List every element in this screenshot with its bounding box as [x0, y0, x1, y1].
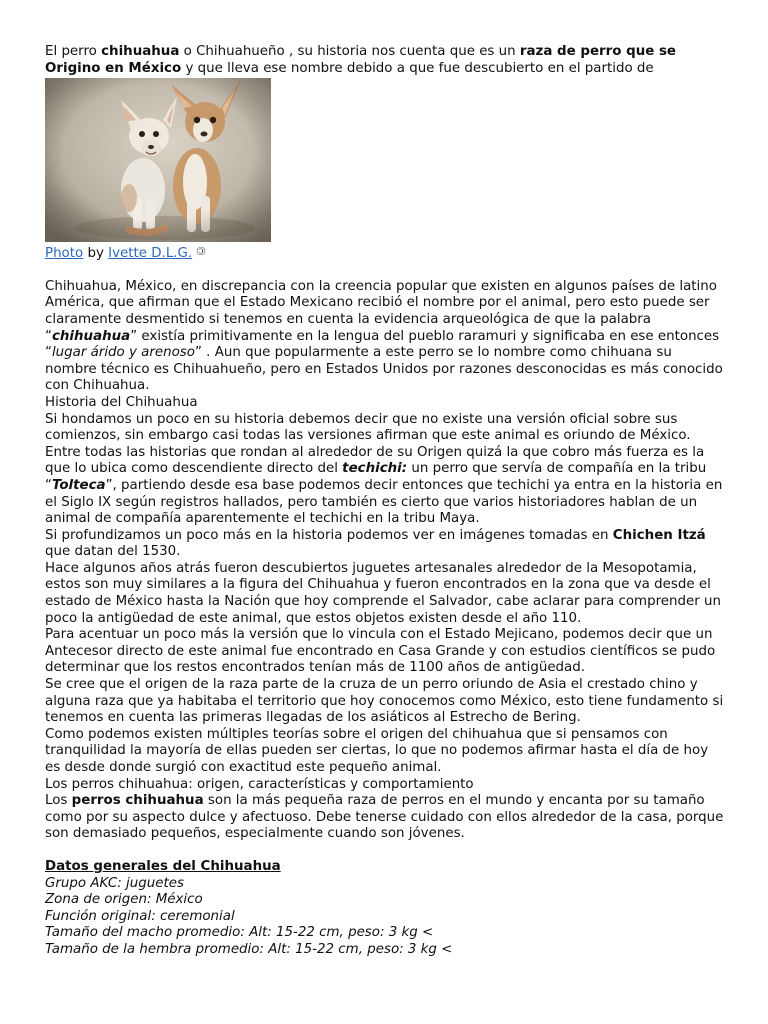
datos-item: Tamaño de la hembra promedio: Alt: 15-22 cm, peso: 3 kg <	[45, 941, 453, 957]
spacer-2	[45, 843, 725, 859]
paragraph-perros	[45, 793, 725, 843]
document-page	[45, 44, 725, 959]
p8-text-2: son la más pequeña raza de perros en el mundo y encanta por su tamaño como por su aspecto dulce y afectuoso. Debe tenerse cuidado con ellos alrededor de la casa, porque son demasiado pequeños, especialmente cuando son jóvenes.	[45, 793, 724, 842]
intro-bold-chihuahua: chihuahua	[101, 44, 180, 59]
p2-text-1: Si hondamos un poco en su historia debemos decir que no existe una versión oficial sobre sus comienzos, sin embargo casi todas las versiones afirman que este animal es oriundo de México. Entre todas las historias que rondan al alrededor de su Origen quizá la que cobro más fuerza es la que lo ubica como descendiente directo del	[45, 411, 705, 477]
paragraph-cruza: Se cree que el origen de la raza parte de la cruza de un perro oriundo de Asia el crestado chino y alguna raza que ya habitaba el territorio que hoy conocemos como México, esto tiene fundamento si tenemos en cuenta las primeras llegadas de los asiáticos al Estrecho de Bering.	[45, 677, 724, 726]
p3-text-2: que datan del 1530.	[45, 544, 181, 560]
cc-icon[interactable]: 🄯	[196, 245, 206, 259]
p1-text-3: ” . Aun que popularmente a este perro se lo nombre como chihuana su nombre técnico es Chihuahueño, pero en Estados Unidos por razones desconocidas es más conocido con Chihuahua.	[45, 345, 723, 394]
heading-historia: Historia del Chihuahua	[45, 394, 198, 410]
paragraph-chichen-itza	[45, 528, 725, 561]
paragraph-teorias: Como podemos existen múltiples teorías sobre el origen del chihuahua que si pensamos con tranquilidad la mayoría de ellas pueden ser ciertas, lo que no podemos afirmar hasta el día de hoy es desde donde surgió con exactitud este pequeño animal.	[45, 726, 709, 775]
p1-bold-chihuahua: chihuahua	[51, 328, 131, 344]
p1-text-1: Chihuahua, México, en discrepancia con la creencia popular que existen en algunos países de latino América, que afirman que el Estado Mexicano recibió el nombre por el animal, pero esto puede ser claramente desmentido si tenemos en cuenta la evidencia arqueológica de que la palabra “	[45, 278, 717, 344]
p2-text-2: un perro que servía de compañía en la tribu “	[45, 461, 707, 493]
datos-item: Grupo AKC: juguetes	[45, 875, 184, 891]
p1-italic-lugar: lugar árido y arenoso	[51, 345, 195, 361]
intro-paragraph	[45, 44, 725, 77]
spacer	[45, 263, 725, 279]
datos-item: Zona de origen: México	[45, 892, 203, 908]
p2-bold-techichi: techichi:	[342, 461, 408, 477]
paragraph-antecesor: Para acentuar un poco más la versión que lo vincula con el Estado Mejicano, podemos decir que un Antecesor directo de este animal fue encontrado en Casa Grande y con estudios científicos se pudo determinar que los restos encontrados tenían más de 1100 años de antigüedad.	[45, 627, 716, 676]
intro-text-3: y que lleva ese nombre debido a que fue descubierto en el partido de	[181, 60, 654, 76]
photo-credit	[45, 244, 725, 263]
chihuahua-photo	[45, 78, 271, 242]
credit-by: by	[83, 246, 109, 262]
heading-datos: Datos generales del Chihuahua	[45, 858, 281, 874]
p2-text-3: ”, partiendo desde esa base podemos decir entonces que techichi ya entra en la historia en el Siglo IX según registros hallados, pero también es cierto que varios historiadores hablan de un animal de compañía aparentemente el techichi en la tribu Maya.	[45, 477, 723, 527]
p3-bold-chichen: Chichen Itzá	[612, 527, 706, 543]
p3-text-1: Si profundizamos un poco más en la historia podemos ver en imágenes tomadas en	[45, 527, 613, 543]
photo-link[interactable]: Photo	[45, 246, 84, 262]
author-link[interactable]: Ivette D.L.G.	[108, 246, 193, 262]
heading-perros: Los perros chihuahua: origen, características y comportamiento	[45, 776, 474, 792]
p2-bold-tolteca: Tolteca	[51, 477, 106, 493]
p8-text-1: Los	[45, 793, 72, 809]
intro-text-2: o Chihuahueño , su historia nos cuenta que es un	[179, 44, 520, 59]
datos-item: Tamaño del macho promedio: Alt: 15-22 cm, peso: 3 kg <	[45, 925, 434, 941]
datos-list	[45, 876, 725, 959]
paragraph-juguetes: Hace algunos años atrás fueron descubiertos juguetes artesanales alrededor de la Mesopotamia, estos son muy similares a la figura del Chihuahua y fueron encontrados en la zona que va desde el estado de México hasta la Nación que hoy comprende el Salvador, cabe aclarar para comprender un poco la antigüedad de este animal, que estos objetos existen desde el año 110.	[45, 560, 721, 626]
paragraph-historia	[45, 412, 725, 528]
intro-text-1: El perro	[45, 44, 102, 59]
intro-bold-raza: raza de perro que se Origino en México	[45, 44, 677, 76]
p1-text-2: ” existía primitivamente en la lengua del pueblo raramuri y significaba en ese entonces “	[45, 328, 720, 361]
p8-bold-perros: perros chihuahua	[71, 793, 204, 809]
paragraph-origen-nombre	[45, 279, 725, 395]
datos-item: Función original: ceremonial	[45, 908, 235, 924]
